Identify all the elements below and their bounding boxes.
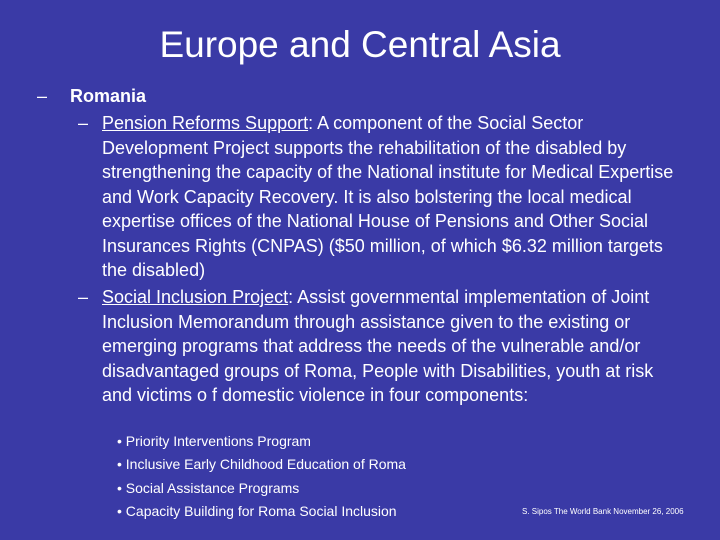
project-body	[78, 111, 678, 283]
project-description: : A component of the Social Sector Development Project supports the rehabilitation of the disabled by strengthening the capacity of the National institute for Medical Expertise and Work Capacity Recovery. It is also bolstering the local medical expertise offices of the National House of Pensions and Other Social Insurances Rights (CNPAS) ($50 million, of which $6.32 million targets the disabled)	[102, 113, 674, 280]
slide-title: Europe and Central Asia	[159, 24, 561, 65]
slide-footer: S. Sipos The World Bank November 26, 2006	[522, 507, 684, 516]
component-list	[117, 430, 406, 523]
country-heading	[37, 84, 146, 108]
project-bullet: –	[78, 113, 89, 133]
project-name: Social Inclusion Project	[102, 287, 289, 307]
project-name: Pension Reforms Support	[102, 113, 309, 133]
project-item-pension	[78, 111, 678, 283]
component-item: • Capacity Building for Roma Social Inclusion	[117, 502, 397, 519]
component-item: • Social Assistance Programs	[117, 479, 300, 496]
country-label: Romania	[70, 86, 147, 106]
component-item: • Priority Interventions Program	[117, 433, 311, 449]
component-item: • Inclusive Early Childhood Education of Roma	[117, 456, 406, 473]
project-body	[78, 285, 678, 408]
project-description: : Assist governmental implementation of Joint Inclusion Memorandum through assistance given to the existing or emerging programs that address the needs of the vulnerable and/or disadvantaged groups of Roma, People with Disabilities, youth at risk and victims o f domestic violence in four components:	[102, 287, 654, 405]
country-bullet: –	[37, 86, 48, 106]
project-item-social-inclusion	[78, 285, 678, 408]
project-bullet: –	[78, 287, 89, 307]
